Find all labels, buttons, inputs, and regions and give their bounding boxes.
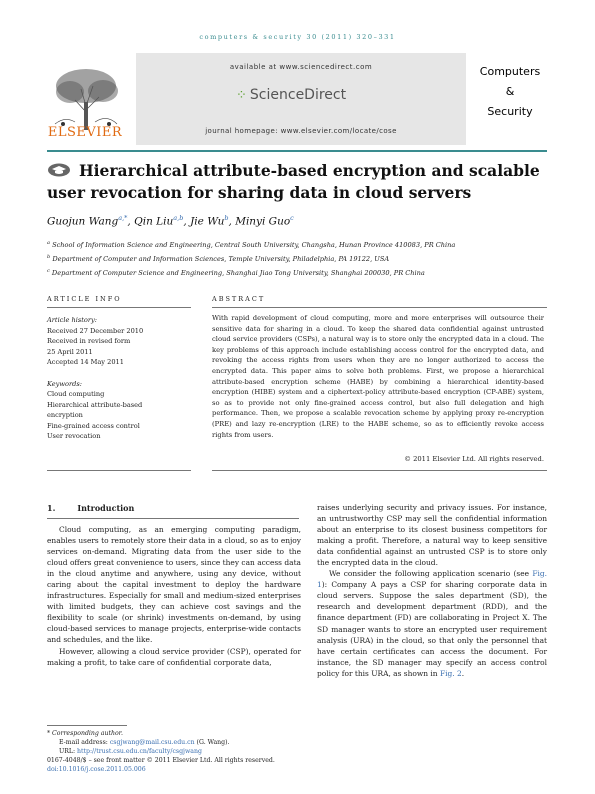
abstract-text: With rapid development of cloud computing, more and more enterprises will outsource their sensitive data for sharing in a cloud. To keep the shared data confidential against untrusted cloud service providers (CSPs), a natural way is to store only the encrypted data in a cloud. The key problems of this approach include establishing access control for the encrypted data, and revoking the access rights from users when they are no longer authorized to access the encrypted data. This paper aims to solve both problems. First, we propose a hierarchical attribute-based encryption scheme (HABE) by combining a hierarchical identity-based encryption (HIBE) system and a ciphertext-policy attribute-based encryption (CP-ABE) system, so as to provide not only fine-grained access control, but also full delegation and high performance. Then, we propose a scalable revocation scheme by applying proxy re-encryption (PRE) and lazy re-encryption (LRE) to the HABE scheme, so as to efficiently revoke access rights from users. xyxy=(212,314,544,439)
affiliation-text: School of Information Science and Engineering, Central South University, Changsha, Hunan Province 410083, PR China xyxy=(52,241,456,250)
paragraph: Cloud computing, as an emerging computing paradigm, enables users to remotely store their data in a cloud, so as to enjoy services on-demand. Migrating data from the user side to the cloud offers great convenience to users, since they can access data in the cloud anytime and anywhere, using any device, without caring about the capital investment to deploy the hardware infrastructures. Especially for small and medium-sized enterprises with limited budgets, they can achieve cost savings and the flexibility to scale (or shrink) investments on-demand, by using cloud-based services to manage projects, enterprise-wide contacts and schedules, and the like. xyxy=(47,525,301,645)
corresponding-author-note: * Corresponding author. xyxy=(47,730,123,737)
affiliation-text: Department of Computer Science and Engineering, Shanghai Jiao Tong University, Shanghai 200030, PR China xyxy=(51,269,425,278)
abstract-copyright: © 2011 Elsevier Ltd. All rights reserved. xyxy=(404,455,544,463)
available-at-text: available at www.sciencedirect.com xyxy=(229,63,373,71)
affiliations xyxy=(47,237,557,280)
sciencedirect-logo xyxy=(236,87,346,103)
sciencedirect-dots-icon: ⁘ xyxy=(236,88,247,103)
affiliation-sup: c xyxy=(47,268,50,275)
figure-link[interactable]: Fig. 2 xyxy=(439,668,462,678)
section-number: 1. xyxy=(47,503,56,513)
cover-word: & xyxy=(505,85,515,98)
body-column-left xyxy=(47,524,301,668)
cover-word: Computers xyxy=(479,65,541,78)
author-sup[interactable]: a,* xyxy=(118,214,128,222)
affiliation-sup: b xyxy=(47,254,51,261)
keywords-label: Keywords: xyxy=(47,379,82,388)
article-info-rule xyxy=(47,307,191,308)
figure-link[interactable]: Fig. 1 xyxy=(317,569,547,590)
abstract-bottom-rule xyxy=(212,470,547,471)
affiliation-item xyxy=(47,237,557,251)
email-label: E-mail address: xyxy=(59,739,110,746)
text-run: ): Company A pays a CSP for sharing corporate data in cloud servers. Suppose the sales department (SD), the research and development department (RDD), and the finance department (FD) are collaborating in Project X. The SD manager wants to store an encrypted user requirement analysis (URA) in the cloud, so that only the personnel that have certain certificates can access the document. For instance, the SD manager may specify an access control policy for this URA, as shown in xyxy=(317,580,547,678)
history-item: Accepted 14 May 2011 xyxy=(47,358,124,366)
journal-citation-line: computers & security 30 (2011) 320–331 xyxy=(199,33,396,41)
author-sup[interactable]: c xyxy=(290,214,294,222)
author-sup[interactable]: a,b xyxy=(173,214,184,222)
keyword-item: Hierarchical attribute-based xyxy=(47,400,143,409)
article-title-text: Hierarchical attribute-based encryption and scalable user revocation for sharing data in cloud servers xyxy=(47,161,540,202)
history-item: 25 April 2011 xyxy=(47,347,93,356)
text-run: . xyxy=(461,668,465,678)
sciencedirect-wordmark: ScienceDirect xyxy=(249,87,347,103)
footnote-rule xyxy=(47,725,127,726)
url-label: URL: xyxy=(59,748,78,755)
email-line xyxy=(47,738,347,747)
text-run: We consider the following application scenario (see xyxy=(329,569,533,579)
info-bottom-rule xyxy=(47,470,191,471)
abstract-rule xyxy=(212,307,547,308)
affiliation-text: Department of Computer and Information Sciences, Temple University, Philadelphia, PA 19122, USA xyxy=(52,255,390,264)
history-label: Article history: xyxy=(47,316,97,324)
paragraph: However, allowing a cloud service provider (CSP), operated for making a profit, to take care of confidential corporate data, xyxy=(47,646,301,667)
author-name: Guojun Wang xyxy=(47,215,119,228)
footnotes xyxy=(47,729,347,774)
sciencedirect-banner xyxy=(136,53,466,145)
affiliation-sup: a xyxy=(47,240,50,246)
section-heading-introduction xyxy=(47,503,134,513)
header-rule xyxy=(47,150,547,152)
author-list: Guojun Wang$^{a,*}$, Qin Liu$^{a,b}$, Jie Wu$^b$, Minyi Guo$^c$ xyxy=(47,214,294,228)
article-title xyxy=(47,160,557,204)
section-title: Introduction xyxy=(77,503,135,513)
keyword-item: Fine-grained access control xyxy=(47,421,140,430)
author-name: Qin Liu xyxy=(134,215,174,228)
journal-cover-title xyxy=(470,62,550,122)
keyword-item: encryption xyxy=(47,411,83,419)
cover-word: Security xyxy=(487,105,533,118)
front-matter-line: 0167-4048/$ – see front matter © 2011 Elsevier Ltd. All rights reserved. xyxy=(47,757,275,764)
abstract-heading: ABSTRACT xyxy=(212,295,266,303)
email-link[interactable]: csgjwang@mail.csu.edu.cn xyxy=(109,739,195,746)
paragraph: raises underlying security and privacy issues. For instance, an untrustworthy CSP may sell the confidential information about an enterprise to its closest business competitors for making a profit. Therefore, a natural way to keep sensitive data confidential against an untrusted CSP is to store only the encrypted data in the cloud. xyxy=(317,503,547,568)
author-name: Jie Wu xyxy=(190,215,225,228)
body-column-right xyxy=(317,502,547,679)
journal-homepage-text: journal homepage: www.elsevier.com/locate/cose xyxy=(205,127,397,135)
keyword-item: User revocation xyxy=(47,432,101,440)
history-item: Received in revised form xyxy=(47,337,131,345)
history-item: Received 27 December 2010 xyxy=(47,326,144,335)
email-suffix: (G. Wang). xyxy=(194,739,230,746)
keyword-item: Cloud computing xyxy=(47,390,105,398)
paragraph xyxy=(317,568,547,678)
article-info-heading: ARTICLE INFO xyxy=(47,295,122,303)
url-link[interactable]: http://trust.csu.edu.cn/faculty/csgjwang xyxy=(77,748,202,755)
url-line xyxy=(47,747,347,756)
graduation-cap-icon xyxy=(47,163,71,177)
elsevier-wordmark: ELSEVIER xyxy=(47,125,123,140)
author-sup[interactable]: b xyxy=(224,214,229,222)
affiliation-item xyxy=(47,251,557,265)
doi-link[interactable]: doi:10.1016/j.cose.2011.05.006 xyxy=(47,766,146,773)
author-name: Minyi Guo xyxy=(235,215,291,228)
intro-heading-rule xyxy=(47,518,299,519)
article-info xyxy=(47,315,187,442)
affiliation-item xyxy=(47,265,557,279)
